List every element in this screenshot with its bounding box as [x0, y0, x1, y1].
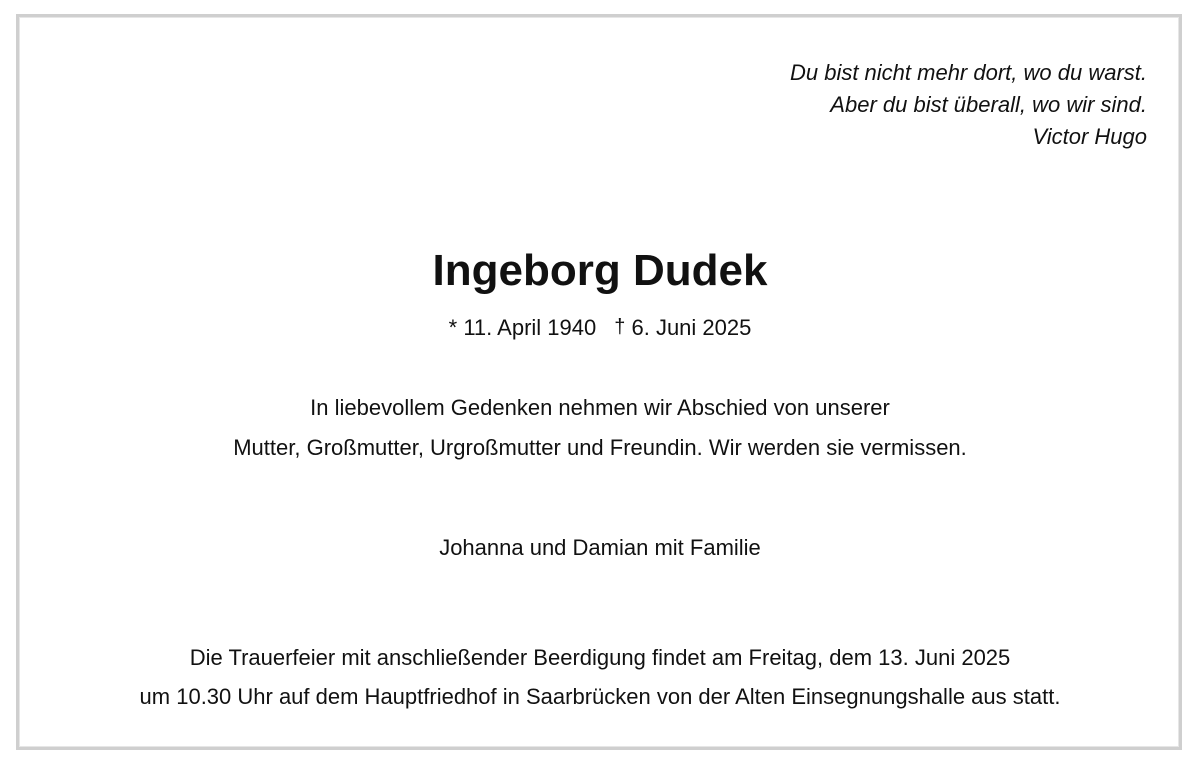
funeral-info-line-2: um 10.30 Uhr auf dem Hauptfriedhof in Saarbrücken von der Alten Einsegnungshalle aus statt. — [139, 684, 1061, 709]
message-line-1: In liebevollem Gedenken nehmen wir Abschied von unserer — [310, 395, 890, 420]
message-line-2: Mutter, Großmutter, Urgroßmutter und Freundin. Wir werden sie vermissen. — [233, 435, 967, 460]
cross-icon: † — [614, 316, 626, 338]
life-dates — [0, 313, 1200, 344]
quote-line-2: Aber du bist überall, wo wir sind. — [830, 92, 1147, 117]
death-date: 6. Juni 2025 — [631, 315, 752, 340]
quote-author: Victor Hugo — [1032, 124, 1147, 149]
funeral-info-line-1: Die Trauerfeier mit anschließender Beerdigung findet am Freitag, dem 13. Juni 2025 — [189, 645, 1011, 670]
deceased-name: Ingeborg Dudek — [432, 246, 768, 295]
mourners: Johanna und Damian mit Familie — [439, 535, 761, 560]
birth-date: * 11. April 1940 — [448, 315, 597, 340]
quote-block — [790, 57, 1147, 153]
quote-line-1: Du bist nicht mehr dort, wo du warst. — [789, 60, 1147, 85]
